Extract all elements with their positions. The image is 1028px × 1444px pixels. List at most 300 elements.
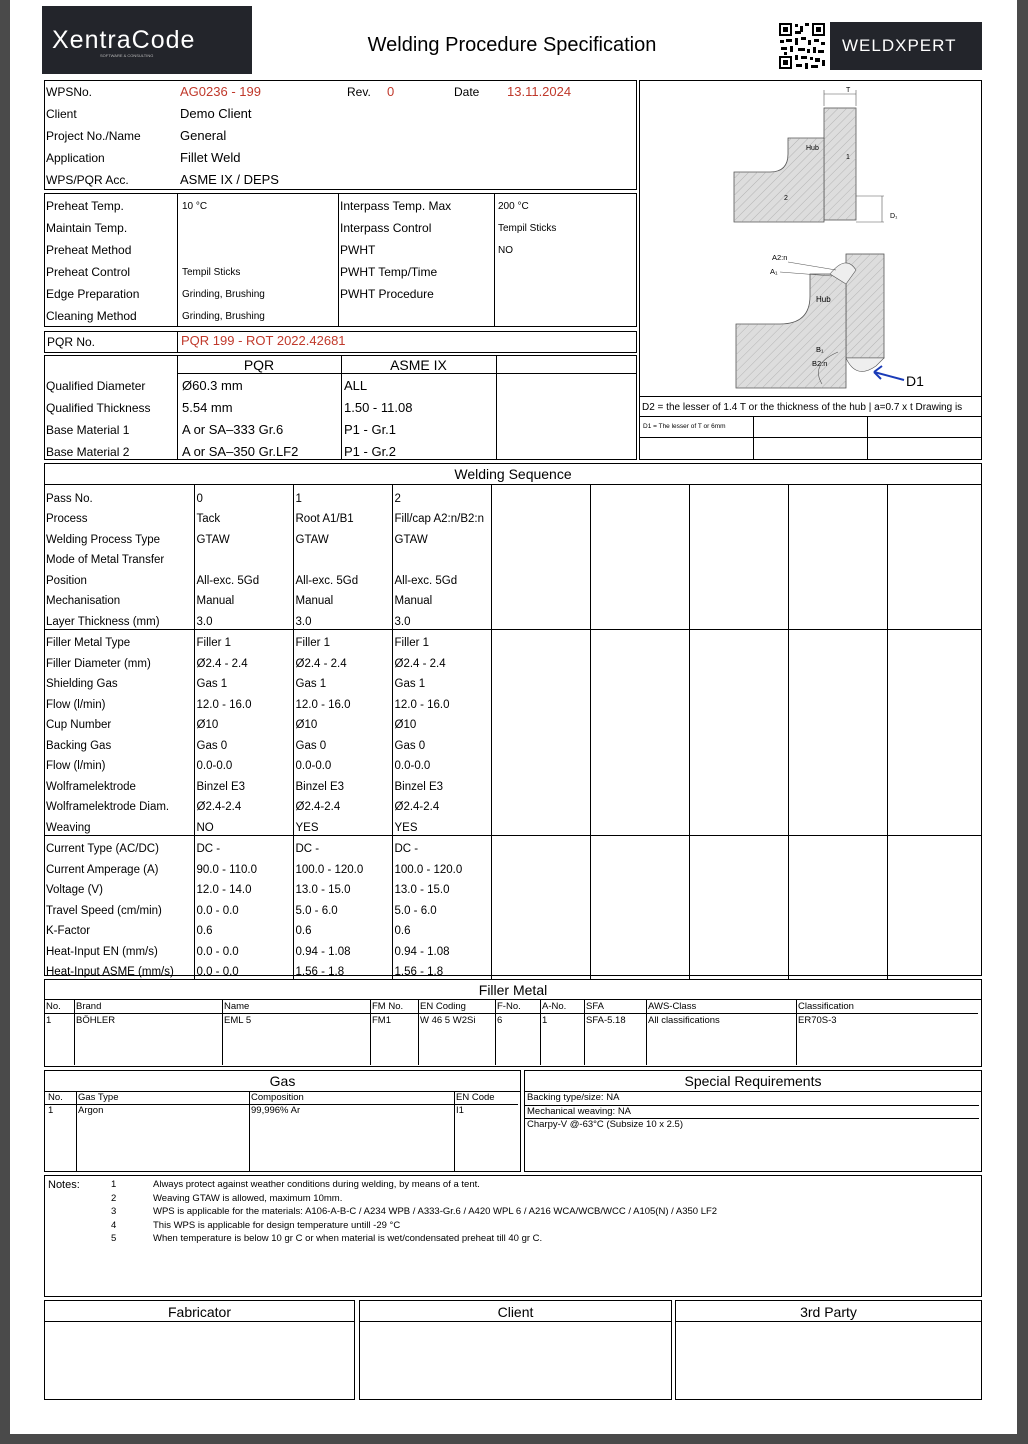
sequence-pass-value: 0 [194,485,293,506]
sequence-pass-value: Gas 1 [293,671,392,692]
sequence-empty-cell [491,712,590,733]
filler-cell: BÖHLER [76,1015,116,1026]
sequence-empty-cell [491,794,590,815]
note-number: 2 [111,1192,117,1204]
rev-label: Rev. [347,85,371,99]
sequence-pass-value: Ø2.4-2.4 [194,794,293,815]
sequence-empty-cell [887,877,982,898]
filler-metal-title: Filler Metal [478,982,548,998]
wps-value: AG0236 - 199 [180,84,261,99]
fabricator-title: Fabricator [167,1304,232,1320]
sequence-pass-value: Manual [293,588,392,609]
qualification-asme-value: ALL [344,378,368,393]
sequence-empty-cell [491,897,590,918]
sequence-empty-cell [887,712,982,733]
sequence-empty-cell [491,629,590,650]
sequence-pass-value: 12.0 - 16.0 [293,691,392,712]
special-requirement-line: Mechanical weaving: NA [527,1105,632,1117]
b1-label: B₁ [816,345,824,354]
filler-column-divider [495,999,496,1065]
sequence-empty-cell [887,506,982,527]
sequence-empty-cell [887,794,982,815]
drawing-note-divider [753,416,754,460]
welding-sequence-title: Welding Sequence [454,466,572,482]
sequence-empty-cell [590,938,689,959]
sequence-empty-cell [887,959,982,980]
hub-label-lower: Hub [816,295,831,304]
note-text: This WPS is applicable for design temperature untill -29 °C [153,1219,401,1231]
client-signature-title: Client [497,1304,534,1320]
preheat-divider [494,193,495,327]
sequence-empty-cell [689,959,788,980]
sequence-empty-cell [491,608,590,629]
sequence-pass-value: 3.0 [293,608,392,629]
logo-left-text: XentraCode [52,26,196,54]
sequence-pass-value: Ø2.4 - 2.4 [293,650,392,671]
sequence-empty-cell [689,938,788,959]
pqr-value: PQR 199 - ROT 2022.42681 [181,333,346,348]
interpass-label: Interpass Temp. Max [340,199,452,213]
date-label: Date [454,85,480,99]
fabricator-title-line [44,1321,355,1322]
rev-value: 0 [387,84,395,99]
sequence-empty-cell [788,753,887,774]
sequence-pass-value: Binzel E3 [392,773,491,794]
xentracode-logo [42,6,252,74]
sequence-empty-cell [689,712,788,733]
sequence-parameter-label: Wolframelektrode Diam. [44,794,194,815]
sequence-pass-value: 1.56 - 1.8 [293,959,392,980]
note-text: When temperature is below 10 gr C or when material is wet/condensated preheat till 40 gr C. [153,1233,543,1244]
sequence-pass-value: 0.0-0.0 [293,753,392,774]
sequence-empty-cell [590,485,689,506]
filler-column-header: No. [46,1001,61,1012]
sequence-row [44,773,982,794]
sequence-empty-cell [689,897,788,918]
logo-right-text: WELDXPERT [842,36,957,55]
sequence-empty-cell [887,650,982,671]
sequence-pass-value: Ø10 [392,712,491,733]
gas-column-header: Gas Type [78,1092,119,1103]
sequence-empty-cell [689,588,788,609]
sequence-empty-cell [689,691,788,712]
sequence-empty-cell [788,877,887,898]
sequence-row [44,856,982,877]
sequence-empty-cell [590,918,689,939]
sequence-empty-cell [788,794,887,815]
sequence-row [44,712,982,733]
sequence-parameter-label: Backing Gas [44,732,194,753]
sequence-empty-cell [590,877,689,898]
sequence-pass-value: 1.56 - 1.8 [392,959,491,980]
sequence-pass-value: GTAW [293,526,392,547]
sequence-row [44,835,982,856]
qualification-divider [496,355,497,460]
sequence-pass-value: 0.94 - 1.08 [392,938,491,959]
sequence-empty-cell [788,918,887,939]
sequence-empty-cell [887,773,982,794]
filler-header-line [44,1013,978,1014]
sequence-empty-cell [887,918,982,939]
weldxpert-logo [830,22,982,70]
hub-label: Hub [806,145,819,152]
qr-code-icon [778,22,826,70]
sequence-empty-cell [689,506,788,527]
sequence-empty-cell [689,547,788,568]
filler-cell: EML 5 [224,1015,252,1026]
pqr-divider [177,331,178,353]
sequence-empty-cell [887,547,982,568]
filler-column-header: Classification [798,1001,854,1012]
part-1-label: 1 [846,154,850,161]
gas-column-header: Composition [251,1092,304,1103]
preheat-section [44,193,637,327]
sequence-empty-cell [689,485,788,506]
sequence-row [44,691,982,712]
sequence-empty-cell [491,877,590,898]
sequence-empty-cell [590,691,689,712]
wps-label: WPSNo. [46,85,93,99]
sequence-empty-cell [590,567,689,588]
sequence-pass-value: Gas 1 [392,671,491,692]
sequence-empty-cell [590,897,689,918]
sequence-empty-cell [788,712,887,733]
sequence-pass-value: 0.6 [194,918,293,939]
filler-column-divider [418,999,419,1065]
sequence-empty-cell [590,856,689,877]
sequence-empty-cell [689,794,788,815]
interpass-label: PWHT [340,243,376,257]
acc-value: ASME IX / DEPS [180,172,279,187]
sequence-empty-cell [689,608,788,629]
sequence-pass-value: 3.0 [392,608,491,629]
filler-column-header: EN Coding [420,1001,466,1012]
sequence-row [44,547,982,568]
drawing-caption-line [639,396,982,397]
filler-column-divider [222,999,223,1065]
d1-small-label: D₁ [890,213,898,220]
joint-drawing [650,84,970,394]
filler-column-header: Name [224,1001,250,1012]
sequence-row [44,753,982,774]
sequence-parameter-label: Filler Metal Type [44,629,194,650]
sequence-pass-value: 1 [293,485,392,506]
sequence-pass-value: YES [392,814,491,835]
drawing-note-line [639,437,982,438]
sequence-pass-value: 13.0 - 15.0 [293,877,392,898]
sequence-empty-cell [689,835,788,856]
sequence-empty-cell [689,650,788,671]
welding-sequence-table [44,485,982,979]
sequence-empty-cell [887,938,982,959]
sequence-pass-value: 13.0 - 15.0 [392,877,491,898]
filler-cell: All classifications [648,1015,720,1026]
sequence-empty-cell [491,650,590,671]
sequence-pass-value: 2 [392,485,491,506]
qualification-pqr-value: 5.54 mm [182,400,233,415]
qualification-label: Qualified Thickness [46,401,151,415]
sequence-empty-cell [788,835,887,856]
sequence-pass-value: 100.0 - 120.0 [392,856,491,877]
sequence-row [44,794,982,815]
sequence-empty-cell [590,959,689,980]
sequence-empty-cell [689,671,788,692]
sequence-empty-cell [689,877,788,898]
filler-column-header: A-No. [542,1001,567,1012]
preheat-label: Edge Preparation [46,287,140,301]
sequence-empty-cell [590,588,689,609]
sequence-row [44,629,982,650]
filler-cell: 1 [542,1015,548,1026]
sequence-empty-cell [689,918,788,939]
gas-column-divider [76,1091,77,1171]
sequence-pass-value [392,547,491,568]
note-text: Always protect against weather conditions during welding, by means of a tent. [153,1179,480,1190]
qualification-header-line [177,373,637,374]
sequence-empty-cell [491,959,590,980]
sequence-empty-cell [788,959,887,980]
special-requirement-line: Backing type/size: NA [527,1092,620,1103]
date-value: 13.11.2024 [507,84,572,99]
filler-cell: SFA-5.18 [586,1015,626,1026]
sequence-empty-cell [590,712,689,733]
sequence-pass-value: YES [293,814,392,835]
client-label: Client [46,107,77,121]
sequence-empty-cell [887,753,982,774]
preheat-label: Maintain Temp. [46,221,128,235]
sequence-empty-cell [491,918,590,939]
sequence-empty-cell [887,671,982,692]
gas-title: Gas [269,1073,296,1089]
sequence-empty-cell [491,671,590,692]
sequence-pass-value [194,547,293,568]
sequence-pass-value: 12.0 - 16.0 [392,691,491,712]
sequence-row [44,938,982,959]
note-number: 4 [111,1219,117,1231]
sequence-pass-value: Filler 1 [293,629,392,650]
qualification-label: Base Material 1 [46,423,130,437]
application-value: Fillet Weld [180,150,241,165]
sequence-empty-cell [590,732,689,753]
sequence-empty-cell [590,650,689,671]
sequence-empty-cell [788,547,887,568]
drawing-note-divider [867,416,868,460]
sequence-pass-value: 0.0-0.0 [194,753,293,774]
sequence-empty-cell [590,835,689,856]
sequence-empty-cell [788,567,887,588]
asme-column-header: ASME IX [390,357,447,373]
filler-column-header: SFA [586,1001,604,1012]
filler-cell: FM1 [372,1015,391,1026]
sequence-pass-value: Ø10 [194,712,293,733]
drawing-caption: D2 = the lesser of 1.4 T or the thickness of the hub | a=0.7 x t Drawing is [642,402,963,413]
sequence-empty-cell [689,773,788,794]
sequence-pass-value: Gas 0 [293,732,392,753]
sequence-pass-value: 0.6 [392,918,491,939]
sequence-parameter-label: Mechanisation [44,588,194,609]
preheat-value: Grinding, Brushing [182,311,265,322]
sequence-parameter-label: Flow (l/min) [44,691,194,712]
sequence-parameter-label: K-Factor [44,918,194,939]
client-value: Demo Client [180,106,252,121]
sequence-pass-value: Manual [392,588,491,609]
sequence-empty-cell [590,773,689,794]
page-title: Welding Procedure Specification [367,34,657,56]
sequence-pass-value: Fill/cap A2:n/B2:n [392,506,491,527]
application-label: Application [46,151,105,165]
sequence-empty-cell [788,588,887,609]
sequence-row [44,526,982,547]
project-label: Project No./Name [46,129,141,143]
filler-column-header: Brand [76,1001,102,1012]
sequence-empty-cell [491,691,590,712]
sequence-row [44,732,982,753]
notes-label: Notes: [48,1179,80,1191]
sequence-empty-cell [887,629,982,650]
sequence-parameter-label: Welding Process Type [44,526,194,547]
sequence-pass-value: All-exc. 5Gd [194,567,293,588]
interpass-value: NO [498,245,513,256]
sequence-empty-cell [590,608,689,629]
sequence-pass-value: GTAW [194,526,293,547]
sequence-pass-value: Binzel E3 [194,773,293,794]
a1-label: A₁ [770,267,778,276]
part-2-label: 2 [784,195,788,202]
sequence-empty-cell [887,526,982,547]
sequence-pass-value: Ø2.4 - 2.4 [392,650,491,671]
gas-column-header: No. [48,1092,63,1103]
sequence-empty-cell [491,856,590,877]
sequence-pass-value: DC - [293,835,392,856]
sequence-empty-cell [491,588,590,609]
filler-title-line [44,999,982,1000]
sequence-parameter-label: Flow (l/min) [44,753,194,774]
sequence-empty-cell [887,485,982,506]
drawing-note-line [639,416,982,417]
gas-column-header: EN Code [456,1092,495,1103]
sequence-empty-cell [590,753,689,774]
special-requirements-title: Special Requirements [684,1073,822,1089]
sequence-row [44,608,982,629]
sequence-parameter-label: Voltage (V) [44,877,194,898]
joint-drawing-svg [650,84,970,394]
sequence-parameter-label: Pass No. [44,485,194,506]
filler-column-divider [370,999,371,1065]
sequence-pass-value: Ø2.4-2.4 [392,794,491,815]
preheat-label: Preheat Temp. [46,199,124,213]
sequence-empty-cell [788,608,887,629]
sequence-row [44,567,982,588]
sequence-row [44,588,982,609]
interpass-label: PWHT Temp/Time [340,265,438,279]
interpass-label: PWHT Procedure [340,287,434,301]
sequence-empty-cell [590,629,689,650]
sequence-parameter-label: Layer Thickness (mm) [44,608,194,629]
sequence-parameter-label: Filler Diameter (mm) [44,650,194,671]
sequence-parameter-label: Cup Number [44,712,194,733]
preheat-divider [338,193,339,327]
filler-cell: ER70S-3 [798,1015,837,1026]
sequence-empty-cell [590,794,689,815]
sequence-empty-cell [491,526,590,547]
sequence-pass-value: NO [194,814,293,835]
sequence-empty-cell [887,588,982,609]
qualification-asme-value: P1 - Gr.1 [344,422,397,437]
sequence-pass-value: GTAW [392,526,491,547]
sequence-parameter-label: Current Type (AC/DC) [44,835,194,856]
sequence-pass-value: 0.94 - 1.08 [293,938,392,959]
sequence-empty-cell [491,567,590,588]
note-number: 1 [111,1179,117,1190]
sequence-empty-cell [491,547,590,568]
filler-cell: 1 [46,1015,52,1026]
sequence-empty-cell [887,732,982,753]
sequence-empty-cell [887,835,982,856]
preheat-label: Cleaning Method [46,309,137,323]
sequence-parameter-label: Wolframelektrode [44,773,194,794]
sequence-pass-value: 0.0 - 0.0 [194,938,293,959]
sequence-empty-cell [788,691,887,712]
sequence-pass-value: Ø2.4 - 2.4 [194,650,293,671]
sequence-parameter-label: Heat-Input EN (mm/s) [44,938,194,959]
interpass-value: Tempil Sticks [498,223,557,234]
sequence-empty-cell [788,856,887,877]
sequence-row [44,959,982,980]
gas-cell: 99,996% Ar [251,1105,301,1116]
preheat-value: Grinding, Brushing [182,289,265,300]
gas-cell: 1 [48,1105,54,1116]
client-title-line [359,1321,672,1322]
sequence-pass-value: Filler 1 [392,629,491,650]
sequence-empty-cell [887,567,982,588]
acc-label: WPS/PQR Acc. [46,173,129,187]
qualification-asme-value: P1 - Gr.2 [344,444,397,459]
sequence-empty-cell [788,938,887,959]
a2n-label: A2:n [772,253,788,262]
project-value: General [180,128,227,143]
note-text: WPS is applicable for the materials: A106-A-B-C / A234 WPB / A333-Gr.6 / A420 WPL 6 / A216 WCA/WCB/WCC / A105(N) / A350 LF2 [153,1206,718,1217]
preheat-label: Preheat Control [46,265,131,279]
sequence-empty-cell [788,732,887,753]
sequence-pass-value: All-exc. 5Gd [293,567,392,588]
note-text: Weaving GTAW is allowed, maximum 10mm. [153,1192,343,1204]
sequence-empty-cell [788,506,887,527]
sequence-pass-value: DC - [194,835,293,856]
sequence-row [44,814,982,835]
sequence-empty-cell [491,506,590,527]
sequence-empty-cell [788,629,887,650]
sequence-empty-cell [788,814,887,835]
interpass-value: 200 °C [498,201,529,212]
sequence-empty-cell [491,835,590,856]
sequence-pass-value [293,547,392,568]
qualification-label: Base Material 2 [46,445,130,459]
sequence-empty-cell [491,485,590,506]
sequence-empty-cell [887,814,982,835]
sequence-empty-cell [491,773,590,794]
sequence-empty-cell [590,547,689,568]
sequence-pass-value: Ø10 [293,712,392,733]
qualification-pqr-value: A or SA–333 Gr.6 [182,422,284,437]
sequence-empty-cell [491,732,590,753]
sequence-pass-value: Gas 0 [392,732,491,753]
filler-column-header: F-No. [497,1001,521,1012]
sequence-pass-value: 0.0-0.0 [392,753,491,774]
sequence-empty-cell [887,856,982,877]
sequence-empty-cell [788,650,887,671]
sequence-empty-cell [887,897,982,918]
sequence-empty-cell [689,732,788,753]
